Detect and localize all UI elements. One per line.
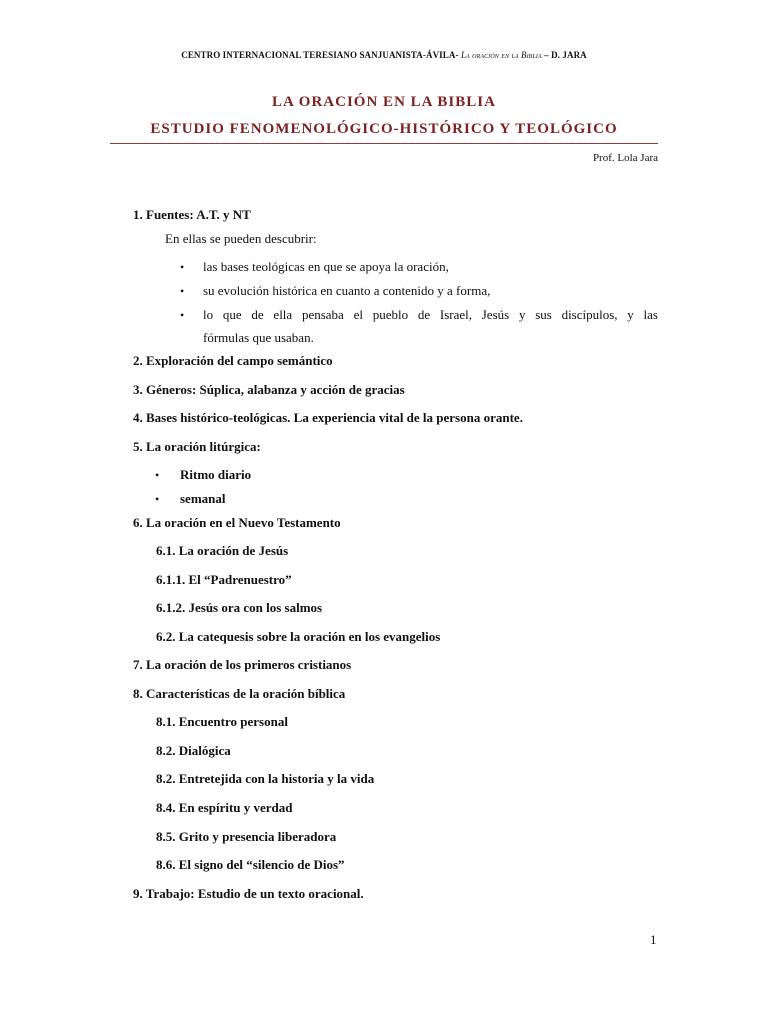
subsection-8-2-historia: 8.2. Entretejida con la historia y la vida xyxy=(156,771,375,786)
section-8-heading: 8. Características de la oración bíblica xyxy=(133,686,346,701)
subsection-8-2-dialogica: 8.2. Dialógica xyxy=(156,743,231,758)
list-item: las bases teológicas en que se apoya la oración, xyxy=(203,259,449,274)
bullet-marker: • xyxy=(180,284,185,298)
subsection-8-4: 8.4. En espíritu y verdad xyxy=(156,800,293,815)
section-4-heading: 4. Bases histórico-teológicas. La experiencia vital de la persona orante. xyxy=(133,410,523,425)
section-1-intro: En ellas se pueden descubrir: xyxy=(165,231,317,246)
running-head-main: CENTRO INTERNACIONAL TERESIANO SANJUANISTA-ÁVILA- xyxy=(181,50,459,60)
running-head-title: La oración en la Biblia xyxy=(460,50,542,60)
title-rule xyxy=(110,143,658,144)
bullet-marker: • xyxy=(155,468,160,482)
section-9-heading: 9. Trabajo: Estudio de un texto oracional. xyxy=(133,886,364,901)
subsection-6-1-2: 6.1.2. Jesús ora con los salmos xyxy=(156,600,323,615)
subsection-6-1: 6.1. La oración de Jesús xyxy=(156,543,289,558)
subsection-8-5: 8.5. Grito y presencia liberadora xyxy=(156,829,337,844)
list-item: lo que de ella pensaba el pueblo de Israel, Jesús y sus discípulos, y las xyxy=(203,307,658,322)
list-item: Ritmo diario xyxy=(180,467,252,482)
document-subtitle: ESTUDIO FENOMENOLÓGICO-HISTÓRICO Y TEOLÓGICO xyxy=(150,121,618,137)
subsection-8-6: 8.6. El signo del “silencio de Dios” xyxy=(156,857,345,872)
bullet-marker: • xyxy=(180,260,185,274)
section-5-heading: 5. La oración litúrgica: xyxy=(133,439,261,454)
bullet-marker: • xyxy=(180,308,185,322)
subsection-6-1-1: 6.1.1. El “Padrenuestro” xyxy=(156,572,292,587)
list-item: su evolución histórica en cuanto a contenido y a forma, xyxy=(203,283,491,298)
list-item: semanal xyxy=(180,491,226,506)
list-item-continuation: fórmulas que usaban. xyxy=(203,330,314,345)
section-6-heading: 6. La oración en el Nuevo Testamento xyxy=(133,515,341,530)
section-7-heading: 7. La oración de los primeros cristianos xyxy=(133,657,352,672)
page-number: 1 xyxy=(650,932,657,947)
section-1-heading: 1. Fuentes: A.T. y NT xyxy=(133,207,251,222)
document-title: LA ORACIÓN EN LA BIBLIA xyxy=(272,94,496,110)
running-head xyxy=(0,50,768,60)
subsection-8-1: 8.1. Encuentro personal xyxy=(156,714,288,729)
section-2-heading: 2. Exploración del campo semántico xyxy=(133,353,333,368)
bullet-marker: • xyxy=(155,492,160,506)
running-head-author: – D. JARA xyxy=(544,50,587,60)
author: Prof. Lola Jara xyxy=(592,152,658,164)
subsection-6-2: 6.2. La catequesis sobre la oración en los evangelios xyxy=(156,629,441,644)
section-3-heading: 3. Géneros: Súplica, alabanza y acción de gracias xyxy=(133,382,405,397)
